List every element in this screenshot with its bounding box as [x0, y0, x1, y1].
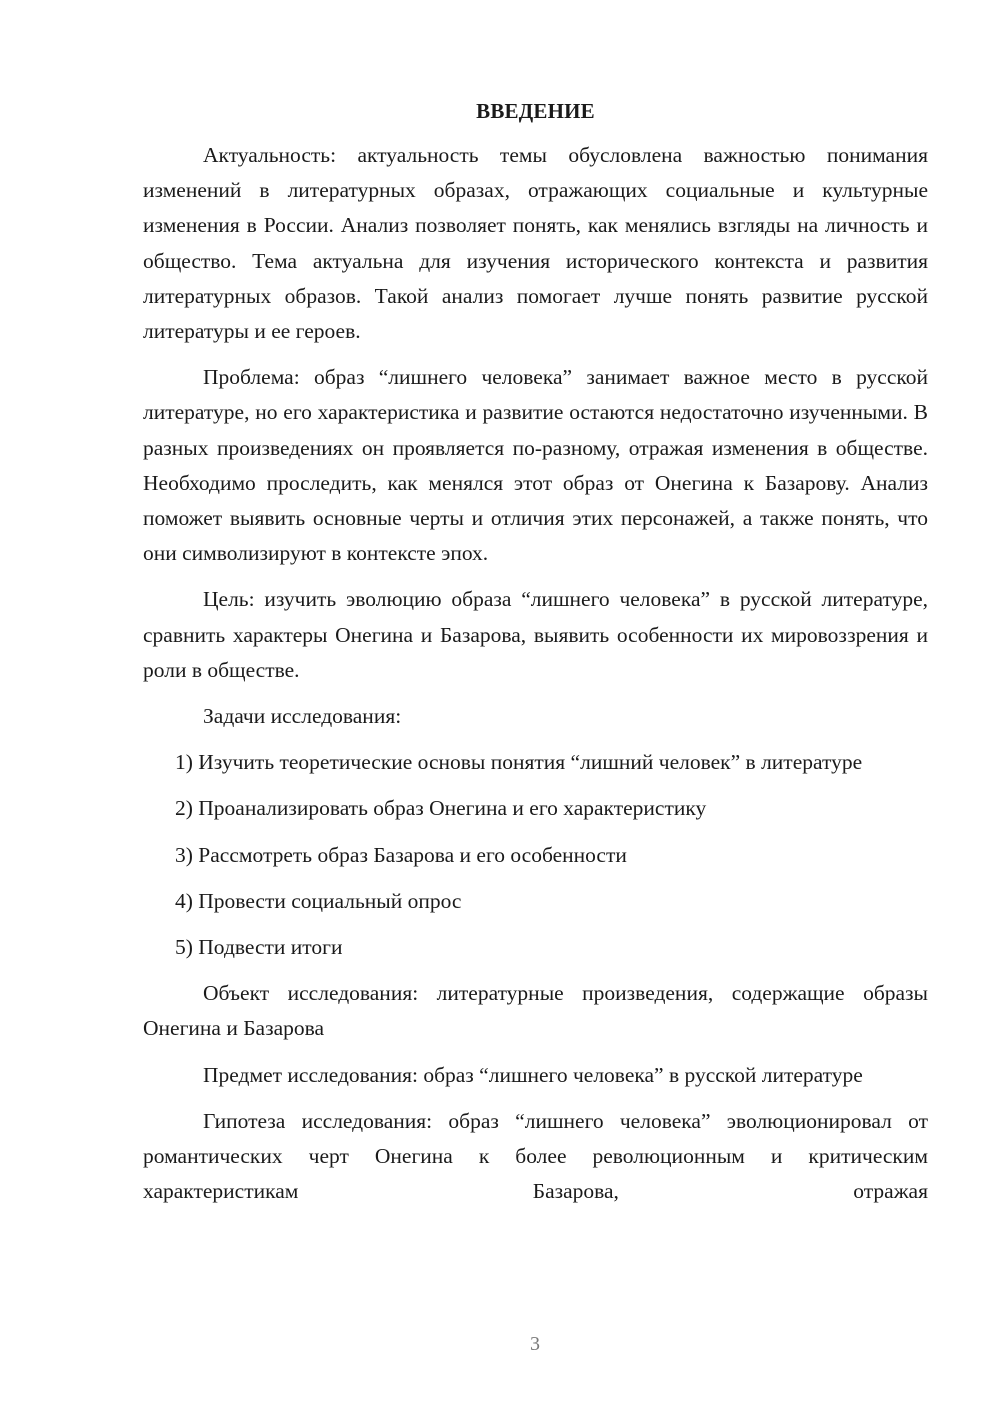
paragraph-goal: Цель: изучить эволюцию образа “лишнего человека” в русской литературе, сравнить характеры Онегина и Базарова, выявить особенности их мировоззрения и роли в обществе.: [143, 587, 928, 682]
tasks-heading: Задачи исследования:: [203, 704, 402, 729]
list-item: 2) Проанализировать образ Онегина и его характеристику: [175, 796, 707, 821]
list-item: 1) Изучить теоретические основы понятия “лишний человек” в литературе: [175, 750, 863, 775]
paragraph-relevance: Актуальность: актуальность темы обусловлена важностью понимания изменений в литературных образах, отражающих социальные и культурные изменения в России. Анализ позволяет понять, как менялись взгляды на личность и общество. Тема актуальна для изучения исторического контекста и развития литературных образов. Такой анализ помогает лучше понять развитие русской литературы и ее героев.: [143, 143, 928, 344]
list-item: 5) Подвести итоги: [175, 935, 343, 960]
paragraph-object: Объект исследования: литературные произведения, содержащие образы Онегина и Базарова: [143, 981, 928, 1041]
tasks-list: [143, 745, 928, 965]
paragraph-problem: Проблема: образ “лишнего человека” занимает важное место в русской литературе, но его характеристика и развитие остаются недостаточно изученными. В разных произведениях он проявляется по-разному, отражая изменения в обществе. Необходимо проследить, как менялся этот образ от Онегина к Базарову. Анализ поможет выявить основные черты и отличия этих персонажей, а также понять, что они символизируют в контексте эпох.: [143, 365, 928, 566]
document-page: [143, 94, 928, 1209]
paragraph-hypothesis: Гипотеза исследования: образ “лишнего человека” эволюционировал от романтических черт Онегина к более революционным и критическим характеристикам Базарова, отражая: [143, 1108, 928, 1204]
paragraph-subject: Предмет исследования: образ “лишнего человека” в русской литературе: [203, 1062, 863, 1087]
list-item: 3) Рассмотреть образ Базарова и его особенности: [175, 842, 627, 867]
page-number: 3: [530, 1333, 540, 1355]
page-title: ВВЕДЕНИЕ: [476, 99, 595, 123]
list-item: 4) Провести социальный опрос: [175, 888, 462, 913]
